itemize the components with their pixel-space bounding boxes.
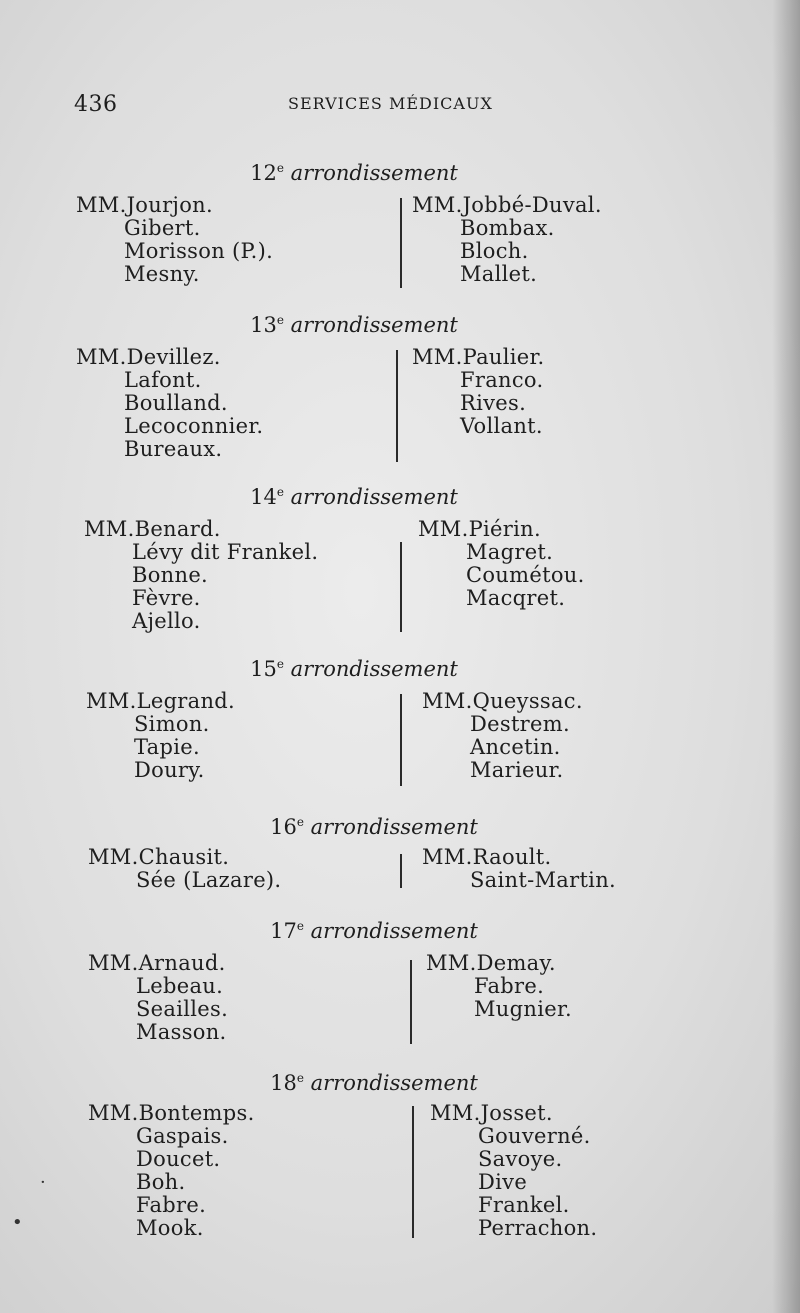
list-item: Gibert.: [124, 216, 201, 240]
list-item: Mesny.: [124, 262, 200, 286]
column-divider: [410, 960, 412, 1044]
list-item: MM.Queyssac.: [422, 689, 583, 713]
column-divider: [400, 854, 402, 888]
section-title: 18e arrondissement: [270, 1071, 478, 1095]
column-divider: [400, 542, 402, 632]
list-item: Tapie.: [134, 735, 200, 759]
list-item: Destrem.: [470, 712, 570, 736]
right-column: [430, 1102, 597, 1240]
list-item: Bonne.: [132, 563, 209, 587]
ink-speck: ·: [40, 1172, 46, 1193]
list-item: Savoye.: [478, 1147, 563, 1171]
section-18e-arrondissement: [74, 1066, 634, 1256]
list-item: Lebeau.: [136, 974, 224, 998]
ink-speck: •: [12, 1212, 23, 1233]
section-title: 16e arrondissement: [270, 815, 478, 839]
list-item: Franco.: [460, 368, 544, 392]
list-item: MM.Piérin.: [418, 517, 541, 541]
left-column: [76, 194, 273, 286]
list-item: Coumétou.: [466, 563, 585, 587]
right-column: [412, 346, 545, 438]
page-edge-shadow: [772, 0, 800, 1313]
list-item: MM.Bontemps.: [88, 1101, 255, 1125]
list-item: MM.Devillez.: [76, 345, 221, 369]
list-item: Ajello.: [132, 609, 201, 633]
list-item: Boh.: [136, 1170, 186, 1194]
section-13e-arrondissement: [74, 308, 634, 468]
left-column: [88, 952, 228, 1044]
list-item: MM.Benard.: [84, 517, 221, 541]
list-item: Saint-Martin.: [470, 868, 616, 892]
column-divider: [400, 198, 402, 288]
list-item: MM.Paulier.: [412, 345, 545, 369]
list-item: Lecoconnier.: [124, 414, 264, 438]
right-column: [422, 846, 616, 892]
list-item: Vollant.: [460, 414, 543, 438]
left-column: [86, 690, 235, 782]
section-title: 12e arrondissement: [250, 161, 458, 185]
list-item: Mugnier.: [474, 997, 572, 1021]
list-item: Marieur.: [470, 758, 564, 782]
list-item: Morisson (P.).: [124, 239, 274, 263]
list-item: Bloch.: [460, 239, 529, 263]
right-column: [418, 518, 585, 610]
list-item: Magret.: [466, 540, 554, 564]
column-divider: [396, 350, 398, 462]
section-12e-arrondissement: [74, 156, 634, 296]
list-item: MM.Josset.: [430, 1101, 553, 1125]
list-item: Sée (Lazare).: [136, 868, 282, 892]
left-column: [88, 1102, 255, 1240]
list-item: Doucet.: [136, 1147, 221, 1171]
left-column: [84, 518, 318, 633]
section-14e-arrondissement: [74, 480, 634, 640]
running-title: SERVICES MÉDICAUX: [288, 94, 493, 113]
list-item: Gouverné.: [478, 1124, 591, 1148]
list-item: Dive: [478, 1170, 528, 1194]
list-item: MM.Demay.: [426, 951, 556, 975]
list-item: Rives.: [460, 391, 527, 415]
list-item: Lévy dit Frankel.: [132, 540, 319, 564]
list-item: MM.Chausit.: [88, 845, 230, 869]
section-title: 14e arrondissement: [250, 485, 458, 509]
list-item: MM.Jobbé-Duval.: [412, 193, 602, 217]
list-item: Bombax.: [460, 216, 555, 240]
list-item: Frankel.: [478, 1193, 570, 1217]
list-item: MM.Jourjon.: [76, 193, 213, 217]
list-item: Fabre.: [474, 974, 545, 998]
column-divider: [400, 694, 402, 786]
column-divider: [412, 1106, 414, 1238]
list-item: Lafont.: [124, 368, 202, 392]
list-item: MM.Legrand.: [86, 689, 236, 713]
list-item: Perrachon.: [478, 1216, 598, 1240]
page-number: 436: [74, 92, 118, 117]
list-item: Mallet.: [460, 262, 538, 286]
list-item: Boulland.: [124, 391, 228, 415]
list-item: Macqret.: [466, 586, 566, 610]
list-item: Simon.: [134, 712, 210, 736]
list-item: MM.Raoult.: [422, 845, 552, 869]
left-column: [76, 346, 263, 461]
list-item: Doury.: [134, 758, 205, 782]
section-title: 17e arrondissement: [270, 919, 478, 943]
list-item: Bureaux.: [124, 437, 223, 461]
section-17e-arrondissement: [74, 914, 634, 1054]
list-item: Seailles.: [136, 997, 229, 1021]
list-item: Fabre.: [136, 1193, 207, 1217]
list-item: Mook.: [136, 1216, 204, 1240]
list-item: Masson.: [136, 1020, 227, 1044]
list-item: Fèvre.: [132, 586, 201, 610]
list-item: Ancetin.: [470, 735, 561, 759]
list-item: Gaspais.: [136, 1124, 229, 1148]
section-15e-arrondissement: [74, 652, 634, 792]
right-column: [412, 194, 602, 286]
section-title: 15e arrondissement: [250, 657, 458, 681]
right-column: [426, 952, 572, 1021]
left-column: [88, 846, 281, 892]
section-16e-arrondissement: [74, 810, 634, 900]
right-column: [422, 690, 583, 782]
page-header: [74, 92, 514, 122]
list-item: MM.Arnaud.: [88, 951, 226, 975]
section-title: 13e arrondissement: [250, 313, 458, 337]
